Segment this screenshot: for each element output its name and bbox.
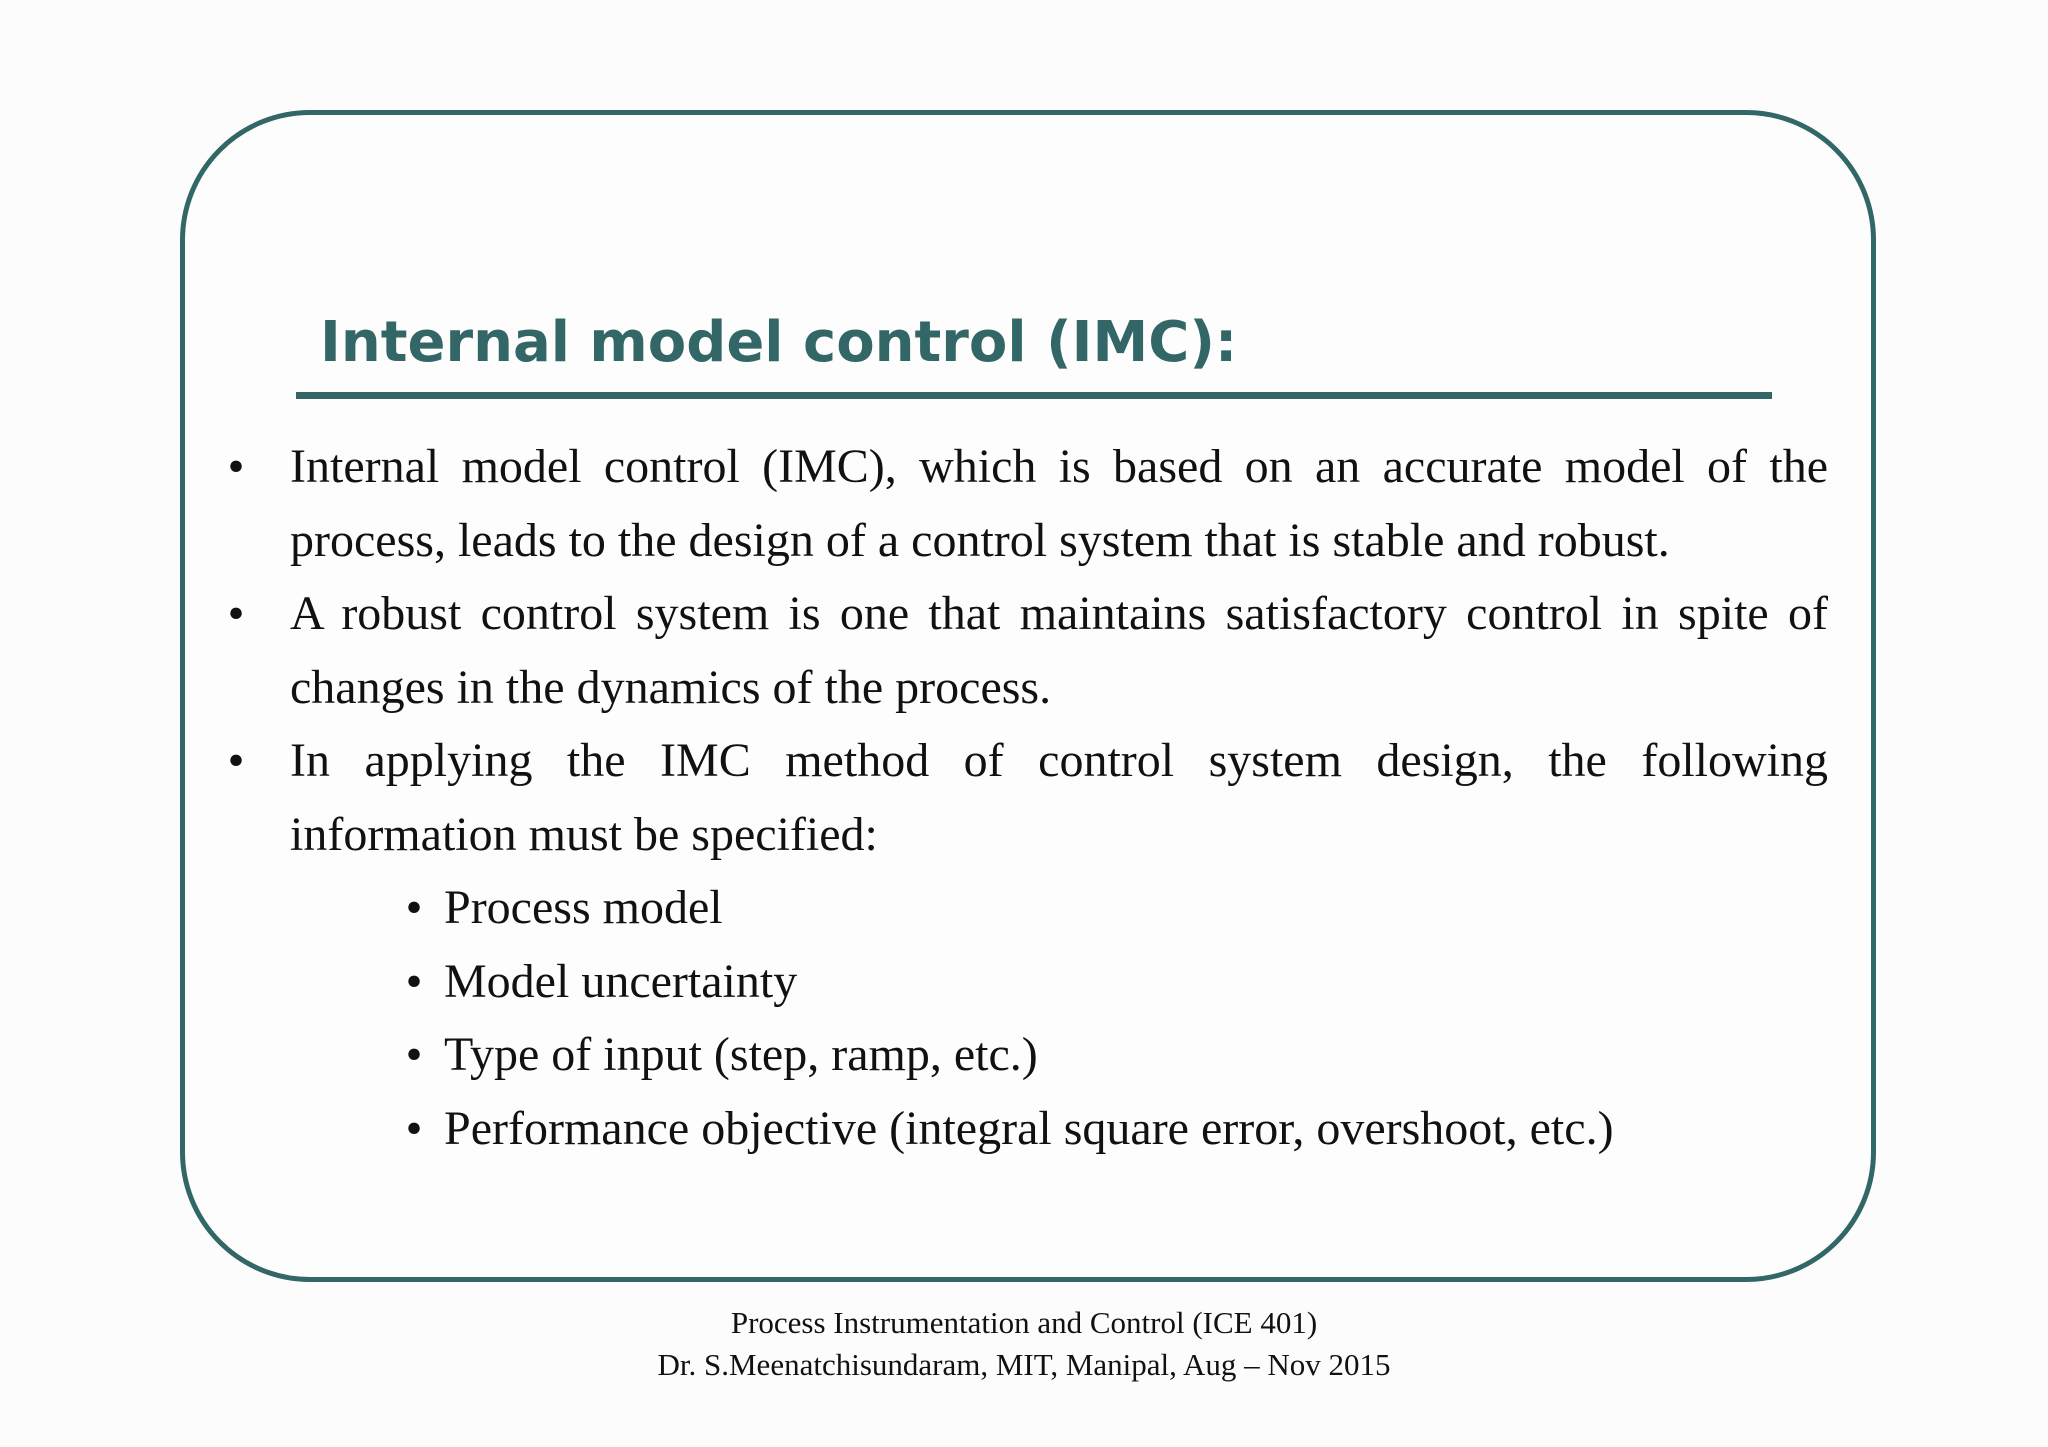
sub-bullet-item	[216, 945, 1828, 1019]
sub-bullet-list	[216, 871, 1828, 1165]
footer-course: Process Instrumentation and Control (ICE 401)	[730, 1305, 1318, 1340]
sub-bullet-item	[216, 1092, 1828, 1166]
bullet-item	[216, 430, 1828, 577]
bullet-dot-icon: •	[405, 1028, 423, 1081]
sub-bullet-text: Process model	[444, 881, 723, 934]
bullet-dot-icon: •	[227, 587, 245, 640]
bullet-item	[216, 577, 1828, 724]
slide-footer	[0, 1302, 2048, 1386]
bullet-dot-icon: •	[405, 881, 423, 934]
bullet-dot-icon: •	[227, 734, 245, 787]
bullet-text: Internal model control (IMC), which is based on an accurate model of the process, leads to the design of a control system that is stable and robust.	[290, 440, 1828, 567]
bullet-item	[216, 724, 1828, 871]
sub-bullet-text: Performance objective (integral square error, overshoot, etc.)	[444, 1101, 1614, 1155]
sub-bullet-item	[216, 1018, 1828, 1092]
slide-content	[216, 430, 1828, 1165]
sub-bullet-text: Model uncertainty	[444, 954, 798, 1008]
bullet-text: A robust control system is one that maintains satisfactory control in spite of changes in the dynamics of the process.	[290, 587, 1828, 714]
bullet-dot-icon: •	[227, 440, 245, 493]
bullet-list	[216, 430, 1828, 871]
title-underline	[296, 392, 1772, 399]
bullet-text: In applying the IMC method of control system design, the following information must be specified:	[290, 734, 1828, 861]
bullet-dot-icon: •	[405, 954, 423, 1008]
footer-author: Dr. S.Meenatchisundaram, MIT, Manipal, Aug – Nov 2015	[657, 1347, 1391, 1382]
sub-bullet-text: Type of input (step, ramp, etc.)	[444, 1028, 1038, 1081]
sub-bullet-item	[216, 871, 1828, 945]
bullet-dot-icon: •	[405, 1101, 423, 1155]
slide-title: Internal model control (IMC):	[320, 310, 1238, 375]
